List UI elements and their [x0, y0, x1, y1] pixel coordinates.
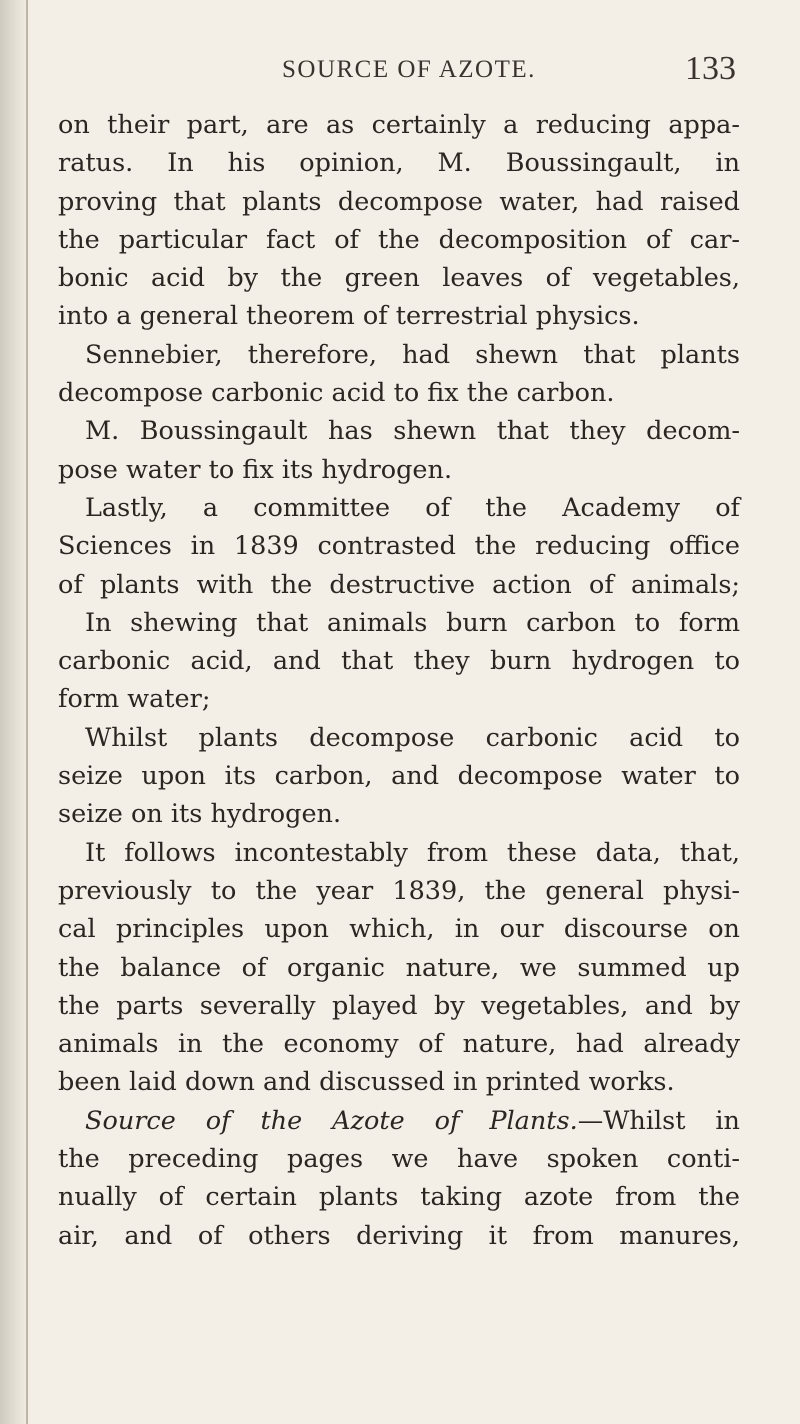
text-line: bonic acid by the green leaves of vegetables,	[58, 263, 740, 294]
body-text	[58, 106, 740, 1255]
text-line: the parts severally played by vegetables, and by	[58, 990, 740, 1021]
text-line: M. Boussingault has shewn that they decom-	[85, 416, 740, 447]
page-number: 133	[685, 50, 736, 87]
text-line: on their part, are as certainly a reducing appa-	[58, 110, 740, 140]
text-line: In shewing that animals burn carbon to form	[85, 607, 740, 638]
text-line: Sciences in 1839 contrasted the reducing office	[58, 531, 740, 562]
section-heading: Source of the Azote of Plants.	[85, 1105, 578, 1136]
text-line: Sennebier, therefore, had shewn that plants	[85, 339, 740, 370]
text-line: the preceding pages we have spoken conti-	[58, 1144, 740, 1175]
text-line: seize on its hydrogen.	[58, 799, 342, 830]
text-line: the particular fact of the decomposition of car-	[58, 224, 740, 255]
text-line: carbonic acid, and that they burn hydrogen to	[58, 646, 740, 677]
text-line: animals in the economy of nature, had already	[58, 1029, 740, 1060]
text-line: nually of certain plants taking azote from the	[58, 1182, 740, 1213]
text-line: form water;	[58, 684, 211, 715]
text-line: Lastly, a committee of the Academy of	[85, 492, 740, 523]
section-lead-in: —Whilst in	[577, 1105, 740, 1136]
text-line: been laid down and discussed in printed works.	[58, 1067, 675, 1098]
text-line: cal principles upon which, in our discourse on	[58, 914, 740, 945]
text-line: pose water to fix its hydrogen.	[58, 454, 453, 485]
running-title: SOURCE OF AZOTE.	[282, 56, 536, 83]
text-line: ratus. In his opinion, M. Boussingault, in	[58, 148, 740, 179]
section-heading-line	[58, 1102, 740, 1140]
text-line: Whilst plants decompose carbonic acid to	[85, 722, 740, 753]
text-line: decompose carbonic acid to fix the carbon.	[58, 378, 615, 409]
page-header	[0, 50, 800, 96]
text-line: of plants with the destructive action of animals;	[58, 569, 740, 600]
page-binding-edge	[0, 0, 30, 1424]
text-line: air, and of others deriving it from manures,	[58, 1220, 740, 1251]
text-line: seize upon its carbon, and decompose water to	[58, 761, 740, 792]
text-line: the balance of organic nature, we summed up	[58, 952, 740, 983]
text-line: It follows incontestably from these data, that,	[85, 837, 740, 868]
text-line: proving that plants decompose water, had raised	[58, 186, 740, 217]
text-line: into a general theorem of terrestrial physics.	[58, 301, 640, 332]
text-line: previously to the year 1839, the general physi-	[58, 875, 740, 906]
